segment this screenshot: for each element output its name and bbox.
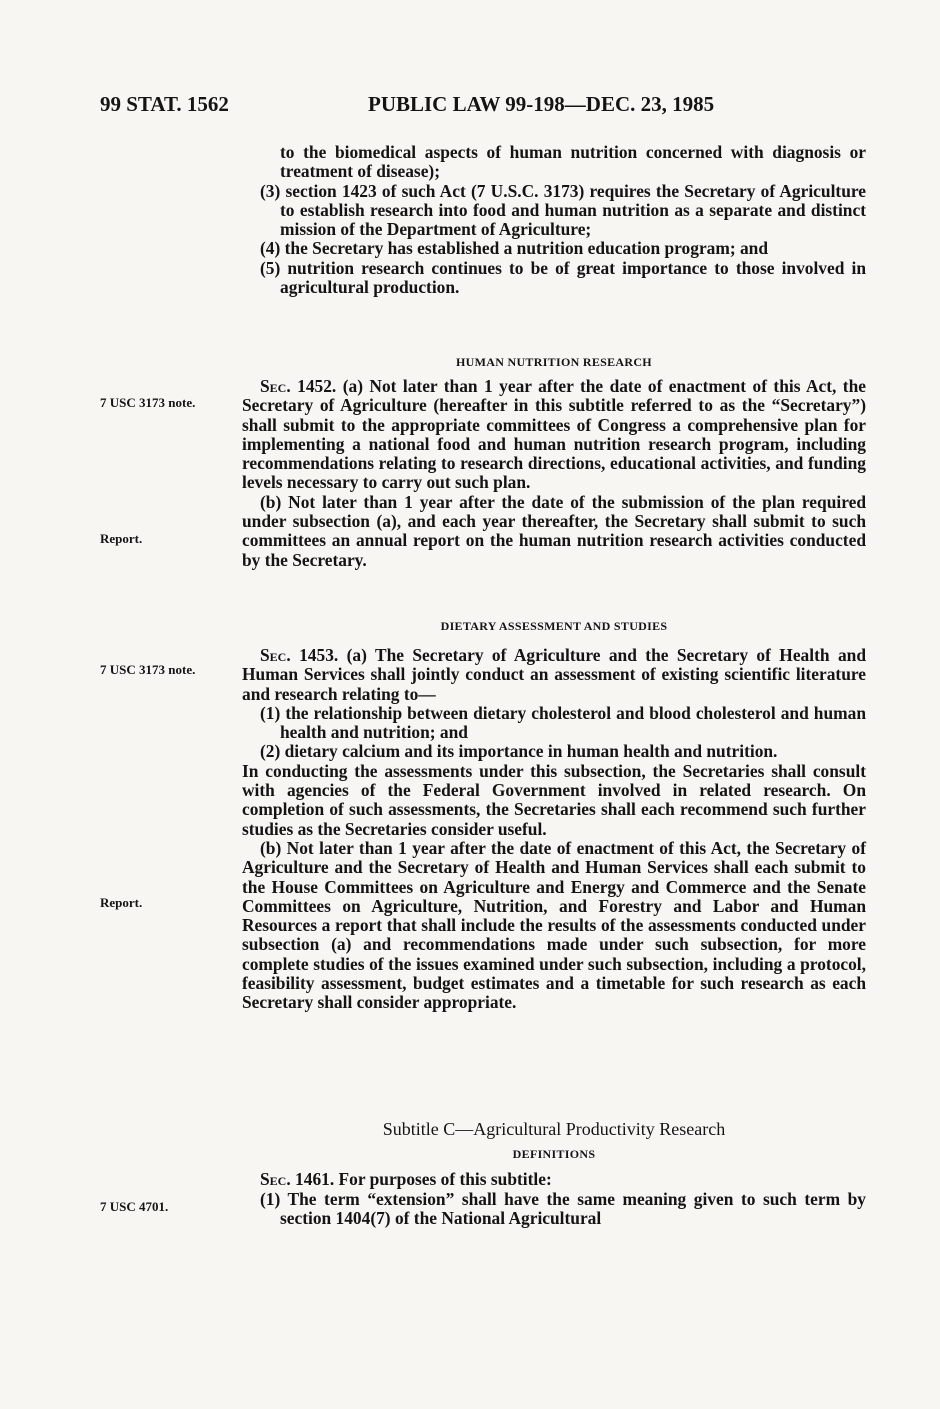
margin-note-report: Report.: [100, 895, 143, 910]
paragraph-1: (1) The term “extension” shall have the same meaning given to such term by section 1404(7) of the National Agricultural: [260, 1188, 866, 1228]
paragraph: to the biomedical aspects of human nutrition concerned with diagnosis or treatment of disease);: [280, 142, 866, 182]
paragraph-1: (1) the relationship between dietary cholesterol and blood cholesterol and human health and nutrition; and: [260, 702, 866, 743]
findings-block: [242, 143, 866, 297]
section-heading: DIETARY ASSESSMENT AND STUDIES: [440, 619, 668, 633]
flush-text: In conducting the assessments under this subsection, the Secretaries shall consult with agencies of the Federal Government involved in related research. On completion of such assessments, the Secretaries shall each recommend such further studies as the Secretaries consider useful.: [242, 760, 866, 839]
paragraph-2: (2) dietary calcium and its importance in human health and nutrition.: [260, 741, 778, 762]
subsection-a: [242, 646, 866, 704]
section-heading: DEFINITIONS: [512, 1147, 596, 1162]
paragraph: (5) nutrition research continues to be of great importance to those involved in agricultural production.: [260, 257, 866, 298]
subtitle-title: Subtitle C—Agricultural Productivity Research: [382, 1119, 726, 1139]
section-heading: HUMAN NUTRITION RESEARCH: [456, 355, 652, 369]
margin-note-usc: 7 USC 3173 note.: [100, 662, 196, 677]
section-label: Sec.: [260, 645, 291, 665]
section-1461-intro: [242, 1170, 866, 1189]
paragraph: (4) the Secretary has established a nutrition education program; and: [260, 238, 769, 259]
public-law-citation: PUBLIC LAW 99-198—DEC. 23, 1985: [368, 92, 715, 116]
subsection-b: (b) Not later than 1 year after the date of enactment of this Act, the Secretary of Agriculture and the Secretary of Health and Human Services shall each submit to the House Committees on Agriculture and Energy and Commerce and the Senate Committees on Agriculture, Nutrition, and Forestry and Labor and Human Resources a report that shall include the results of the assessments conducted under subsection (a) and recommendations made under such subsection, for more complete studies of the issues examined under such subsection, including a protocol, feasibility assessment, budget estimates and a timetable for such research as each Secretary shall consider appropriate.: [242, 837, 866, 1013]
subtitle-c: [242, 1120, 866, 1228]
margin-note-report: Report.: [100, 531, 143, 546]
margin-note-usc: 7 USC 3173 note.: [100, 395, 196, 410]
subsection-a-text: 1453. (a) The Secretary of Agriculture and the Secretary of Health and Human Services shall jointly conduct an assessment of existing scientific literature and research relating to—: [242, 645, 866, 704]
section-1452: [242, 354, 866, 570]
section-intro-text: 1461. For purposes of this subtitle:: [290, 1169, 552, 1190]
stat-page-number: 99 STAT. 1562: [100, 92, 229, 116]
section-1453: [242, 618, 866, 1013]
subsection-b: (b) Not later than 1 year after the date of the submission of the plan required under subsection (a), and each year thereafter, the Secretary shall submit to such committees an annual report on the human nutrition research activities conducted by the Secretary.: [242, 491, 866, 570]
section-label: Sec.: [260, 1169, 291, 1190]
section-label: Sec.: [260, 376, 291, 396]
subsection-a: [242, 377, 866, 493]
margin-note-usc: 7 USC 4701.: [100, 1199, 169, 1214]
subsection-a-text: 1452. (a) Not later than 1 year after the date of enactment of this Act, the Secretary of Agriculture (hereafter in this subtitle referred to as the “Secretary”) shall submit to the appropriate committees of Congress a comprehensive plan for implementing a national food and human nutrition research program, including recommendations relating to research directions, educational activities, and funding levels necessary to carry out such plan.: [242, 376, 866, 493]
paragraph: (3) section 1423 of such Act (7 U.S.C. 3173) requires the Secretary of Agriculture to establish research into food and human nutrition as a separate and distinct mission of the Department of Agriculture;: [260, 180, 866, 240]
